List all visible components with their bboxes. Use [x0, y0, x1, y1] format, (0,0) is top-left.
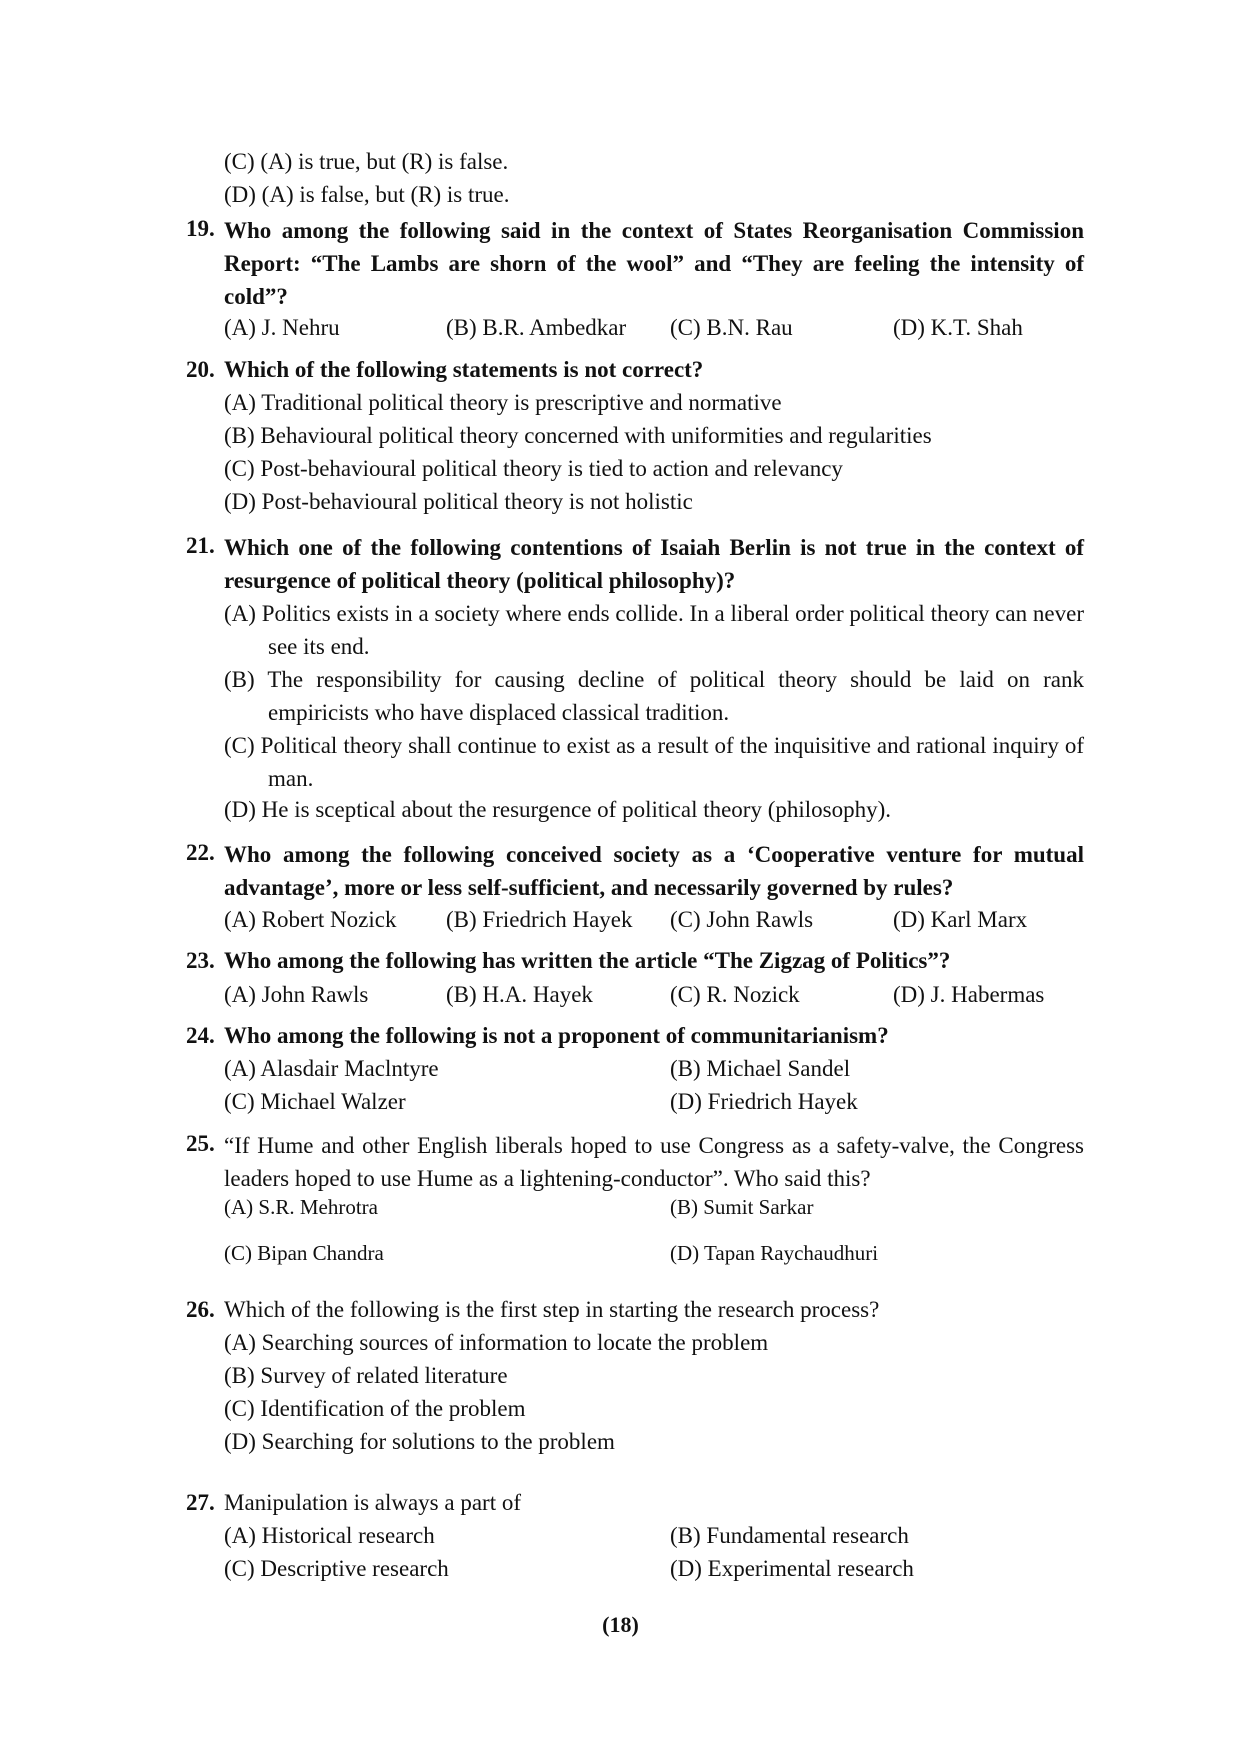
q26-question: Which of the following is the first step in starting the research process? — [224, 1297, 880, 1322]
q23-option-d: (D) J. Habermas — [893, 982, 1045, 1007]
q26-option-b: (B) Survey of related literature — [224, 1363, 508, 1388]
q22-option-d: (D) Karl Marx — [893, 907, 1028, 932]
q19-option-b: (B) B.R. Ambedkar — [446, 315, 627, 340]
q22-question: Who among the following conceived society as a ‘Cooperative venture for mutual advantage’, more or less self-sufficient, and necessarily governed by rules? — [224, 842, 1084, 900]
q27-option-a: (A) Historical research — [224, 1523, 435, 1548]
q18-option-d: (D) (A) is false, but (R) is true. — [224, 182, 510, 207]
q23-option-c: (C) R. Nozick — [670, 982, 800, 1007]
q25-option-c: (C) Bipan Chandra — [224, 1241, 384, 1265]
q19-option-c: (C) B.N. Rau — [670, 315, 793, 340]
q22-option-b: (B) Friedrich Hayek — [446, 907, 633, 932]
q21-option-d: (D) He is sceptical about the resurgence of political theory (philosophy). — [224, 797, 892, 822]
q21-option-b: (B) The responsibility for causing decline of political theory should be laid on rank empiricists who have displaced classical tradition. — [224, 667, 1084, 725]
q27-question: Manipulation is always a part of — [224, 1490, 522, 1515]
q20-option-d: (D) Post-behavioural political theory is not holistic — [224, 489, 693, 514]
q20-number: 20. — [186, 357, 215, 382]
q25-number: 25. — [186, 1131, 215, 1156]
q21-number: 21. — [186, 533, 215, 558]
page-number: (18) — [602, 1612, 639, 1637]
q22-option-c: (C) John Rawls — [670, 907, 814, 932]
q23-option-b: (B) H.A. Hayek — [446, 982, 593, 1007]
q19-option-d: (D) K.T. Shah — [893, 315, 1023, 340]
q26-option-d: (D) Searching for solutions to the problem — [224, 1429, 615, 1454]
q22-number: 22. — [186, 840, 215, 865]
q22-option-a: (A) Robert Nozick — [224, 907, 397, 932]
q24-question: Who among the following is not a proponent of communitarianism? — [224, 1023, 889, 1048]
q26-option-a: (A) Searching sources of information to locate the problem — [224, 1330, 769, 1355]
q26-number: 26. — [186, 1297, 215, 1322]
q20-option-b: (B) Behavioural political theory concerned with uniformities and regularities — [224, 423, 932, 448]
q24-option-a: (A) Alasdair Maclntyre — [224, 1056, 439, 1081]
q23-number: 23. — [186, 948, 215, 973]
q25-question: “If Hume and other English liberals hoped to use Congress as a safety-valve, the Congress leaders hoped to use Hume as a lightening-conductor”. Who said this? — [224, 1133, 1084, 1191]
q25-option-d: (D) Tapan Raychaudhuri — [670, 1241, 879, 1265]
q19-option-a: (A) J. Nehru — [224, 315, 340, 340]
q21-question: Which one of the following contentions of Isaiah Berlin is not true in the context of resurgence of political theory (political philosophy)? — [224, 535, 1084, 593]
q24-option-c: (C) Michael Walzer — [224, 1089, 406, 1114]
q21-option-c: (C) Political theory shall continue to exist as a result of the inquisitive and rational inquiry of man. — [224, 733, 1084, 791]
q24-number: 24. — [186, 1023, 215, 1048]
q27-option-d: (D) Experimental research — [670, 1556, 914, 1581]
q24-option-d: (D) Friedrich Hayek — [670, 1089, 858, 1114]
q20-question: Which of the following statements is not correct? — [224, 357, 704, 382]
q27-number: 27. — [186, 1490, 215, 1515]
q27-option-b: (B) Fundamental research — [670, 1523, 909, 1548]
q19-number: 19. — [186, 216, 215, 241]
q27-option-c: (C) Descriptive research — [224, 1556, 449, 1581]
q20-option-c: (C) Post-behavioural political theory is tied to action and relevancy — [224, 456, 843, 481]
q24-option-b: (B) Michael Sandel — [670, 1056, 851, 1081]
q26-option-c: (C) Identification of the problem — [224, 1396, 526, 1421]
q23-question: Who among the following has written the article “The Zigzag of Politics”? — [224, 948, 951, 973]
q19-question: Who among the following said in the context of States Reorganisation Commission Report: “The Lambs are shorn of the wool” and “They are feeling the intensity of cold”? — [224, 218, 1084, 309]
q23-option-a: (A) John Rawls — [224, 982, 369, 1007]
q21-option-a: (A) Politics exists in a society where ends collide. In a liberal order political theory can never see its end. — [224, 601, 1084, 659]
q25-option-a: (A) S.R. Mehrotra — [224, 1195, 378, 1219]
q25-option-b: (B) Sumit Sarkar — [670, 1195, 814, 1219]
q18-option-c: (C) (A) is true, but (R) is false. — [224, 149, 509, 174]
q20-option-a: (A) Traditional political theory is prescriptive and normative — [224, 390, 782, 415]
